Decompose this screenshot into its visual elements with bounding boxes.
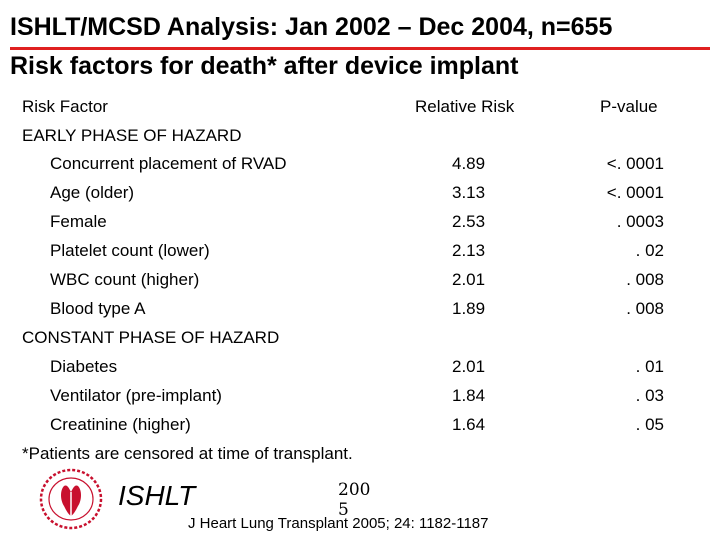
year-label: 2005 — [338, 480, 371, 520]
p-value: . 02 — [635, 241, 664, 260]
p-value: . 008 — [626, 270, 664, 289]
table-row — [0, 238, 720, 264]
title-divider — [10, 47, 710, 50]
p-value: . 03 — [635, 386, 664, 405]
table-row — [0, 151, 720, 177]
slide-title: ISHLT/MCSD Analysis: Jan 2002 – Dec 2004, n=655 — [10, 13, 613, 41]
p-value: <. 0001 — [606, 183, 664, 202]
table-row — [0, 354, 720, 380]
relative-risk: 2.53 — [452, 212, 486, 231]
relative-risk: 1.64 — [452, 415, 486, 434]
risk-factor: Female — [50, 212, 107, 231]
p-value: . 008 — [626, 299, 664, 318]
p-value: <. 0001 — [606, 154, 664, 173]
table-row — [0, 209, 720, 235]
table-row — [0, 267, 720, 293]
footnote: *Patients are censored at time of transplant. — [22, 444, 353, 463]
early-phase-label: EARLY PHASE OF HAZARD — [22, 126, 242, 145]
table-row — [0, 296, 720, 322]
risk-factor: Creatinine (higher) — [50, 415, 191, 434]
relative-risk: 4.89 — [452, 154, 486, 173]
relative-risk: 2.13 — [452, 241, 486, 260]
relative-risk: 2.01 — [452, 357, 486, 376]
risk-factor: Blood type A — [50, 299, 146, 318]
relative-risk: 2.01 — [452, 270, 486, 289]
p-value: . 01 — [635, 357, 664, 376]
risk-factor: WBC count (higher) — [50, 270, 200, 289]
header-relative-risk: Relative Risk — [415, 97, 515, 116]
slide-subtitle: Risk factors for death* after device implant — [10, 52, 519, 80]
table-row — [0, 180, 720, 206]
ishlt-seal-logo — [36, 466, 106, 532]
header-p-value: P-value — [600, 97, 658, 116]
p-value: . 05 — [635, 415, 664, 434]
risk-factor: Ventilator (pre-implant) — [50, 386, 222, 405]
risk-factor: Age (older) — [50, 183, 135, 202]
relative-risk: 1.89 — [452, 299, 486, 318]
relative-risk: 3.13 — [452, 183, 486, 202]
header-risk-factor: Risk Factor — [22, 97, 108, 116]
p-value: . 0003 — [616, 212, 664, 231]
risk-factor: Platelet count (lower) — [50, 241, 210, 260]
table-row — [0, 383, 720, 409]
risk-factor: Concurrent placement of RVAD — [50, 154, 287, 173]
citation: J Heart Lung Transplant 2005; 24: 1182-1187 — [188, 515, 489, 532]
table-row — [0, 412, 720, 438]
constant-phase-label: CONSTANT PHASE OF HAZARD — [22, 328, 280, 347]
ishlt-brand: ISHLT — [118, 480, 196, 511]
relative-risk: 1.84 — [452, 386, 486, 405]
risk-factor: Diabetes — [50, 357, 118, 376]
